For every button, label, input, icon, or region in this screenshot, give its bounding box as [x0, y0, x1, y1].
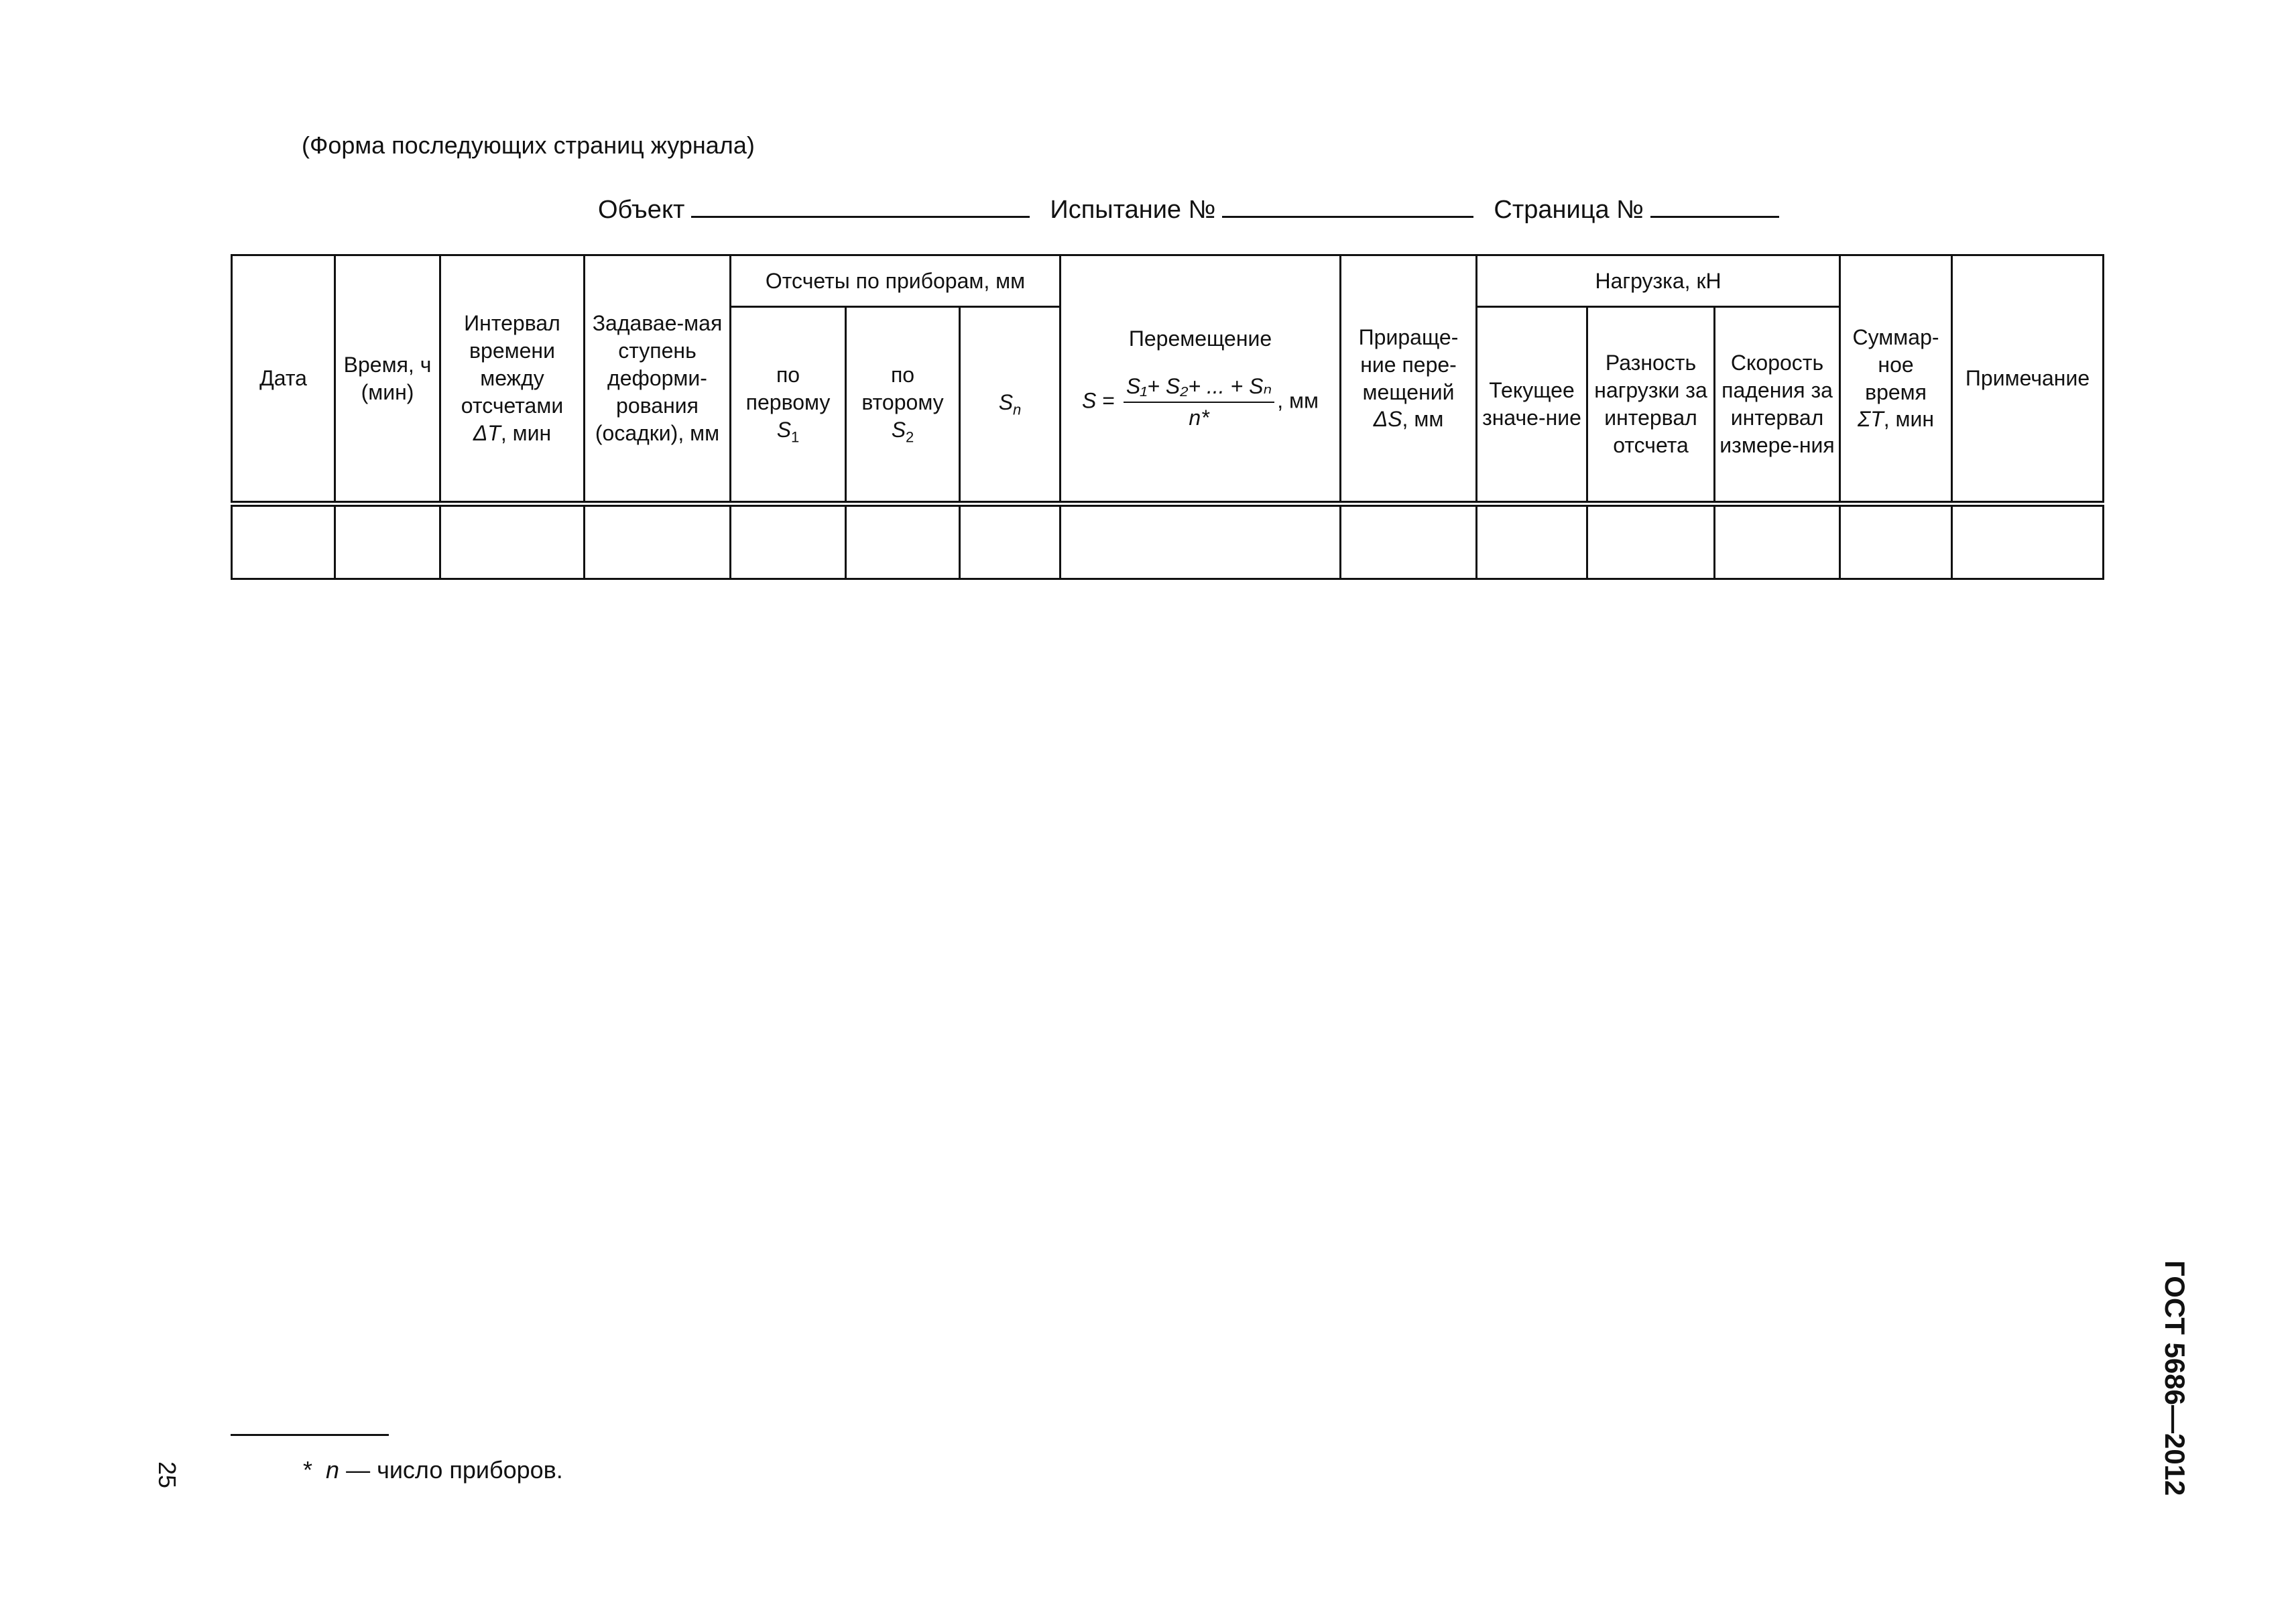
page-blank-line [1650, 192, 1779, 218]
header-step: Задавае-мая ступень деформи-рования (осадки), мм [585, 255, 731, 504]
object-label: Объект [598, 196, 685, 224]
formula-denominator: n* [1189, 405, 1209, 430]
header-total-time-text: Суммар-ное время [1852, 324, 1939, 404]
displacement-formula [1065, 373, 1335, 432]
header-increment [1341, 255, 1477, 504]
header-total-time [1840, 255, 1952, 504]
cell-nth-device[interactable] [960, 504, 1061, 579]
header-interval-unit: , мин [500, 420, 552, 445]
header-second-sub: 2 [906, 428, 914, 446]
formula-numerator: S₁+ S₂+ ... + Sₙ [1124, 373, 1274, 403]
header-nth-device [960, 307, 1061, 504]
header-date: Дата [232, 255, 335, 504]
header-second-device [846, 307, 960, 504]
formula-eq: = [1102, 388, 1115, 413]
header-increment-text: Прираще-ние пере-мещений [1358, 324, 1459, 404]
cell-increment[interactable] [1341, 504, 1477, 579]
cell-diff[interactable] [1587, 504, 1715, 579]
object-blank-line [691, 192, 1030, 218]
form-fields [598, 192, 1779, 225]
header-increment-symbol: ΔS [1373, 407, 1402, 432]
header-speed: Скорость падения за интервал измере-ния [1715, 307, 1840, 504]
header-second-symbol: S [891, 418, 906, 442]
footnote [303, 1456, 563, 1484]
header-displacement [1061, 255, 1341, 504]
test-blank-line [1222, 192, 1473, 218]
cell-interval[interactable] [440, 504, 585, 579]
footnote-rule [231, 1434, 389, 1436]
journal-table [231, 254, 2104, 580]
header-first-sub: 1 [791, 428, 800, 446]
footnote-symbol: n [326, 1456, 340, 1484]
table-row [232, 504, 2104, 579]
header-displacement-title: Перемещение [1128, 326, 1272, 351]
cell-step[interactable] [585, 504, 731, 579]
header-readings-group: Отсчеты по приборам, мм [731, 255, 1061, 307]
cell-date[interactable] [232, 504, 335, 579]
formula-unit: , мм [1277, 388, 1319, 413]
cell-second-device[interactable] [846, 504, 960, 579]
footnote-text: — число приборов. [339, 1456, 563, 1484]
cell-note[interactable] [1952, 504, 2104, 579]
cell-displacement[interactable] [1061, 504, 1341, 579]
header-current: Текущее значе-ние [1477, 307, 1587, 504]
page-number: 25 [154, 1461, 181, 1489]
cell-current[interactable] [1477, 504, 1587, 579]
header-total-unit: , мин [1883, 407, 1935, 432]
header-interval [440, 255, 585, 504]
header-second-device-text: по второму [861, 363, 944, 415]
cell-first-device[interactable] [731, 504, 846, 579]
header-interval-text: Интервал времени между отсчетами [461, 311, 564, 418]
page-label: Страница № [1494, 196, 1644, 224]
formula-lhs: S [1082, 388, 1097, 413]
header-time: Время, ч (мин) [335, 255, 440, 504]
document-id: ГОСТ 5686—2012 [2159, 1260, 2191, 1496]
test-label: Испытание № [1050, 196, 1216, 224]
header-diff: Разность нагрузки за интервал отсчета [1587, 307, 1715, 504]
cell-total-time[interactable] [1840, 504, 1952, 579]
header-first-symbol: S [776, 418, 792, 442]
cell-speed[interactable] [1715, 504, 1840, 579]
header-nth-symbol: S [998, 390, 1014, 415]
footnote-star: * [303, 1456, 313, 1484]
header-increment-unit: , мм [1402, 407, 1444, 432]
header-load-group: Нагрузка, кН [1477, 255, 1840, 307]
header-note: Примечание [1952, 255, 2104, 504]
header-total-symbol: ΣT [1858, 407, 1884, 432]
header-interval-symbol: ΔT [473, 420, 501, 445]
cell-time[interactable] [335, 504, 440, 579]
formula-fraction [1124, 373, 1274, 432]
header-first-device-text: по первому [745, 363, 831, 415]
header-first-device [731, 307, 846, 504]
form-caption: (Форма последующих страниц журнала) [302, 131, 755, 159]
header-nth-sub: n [1013, 401, 1022, 418]
